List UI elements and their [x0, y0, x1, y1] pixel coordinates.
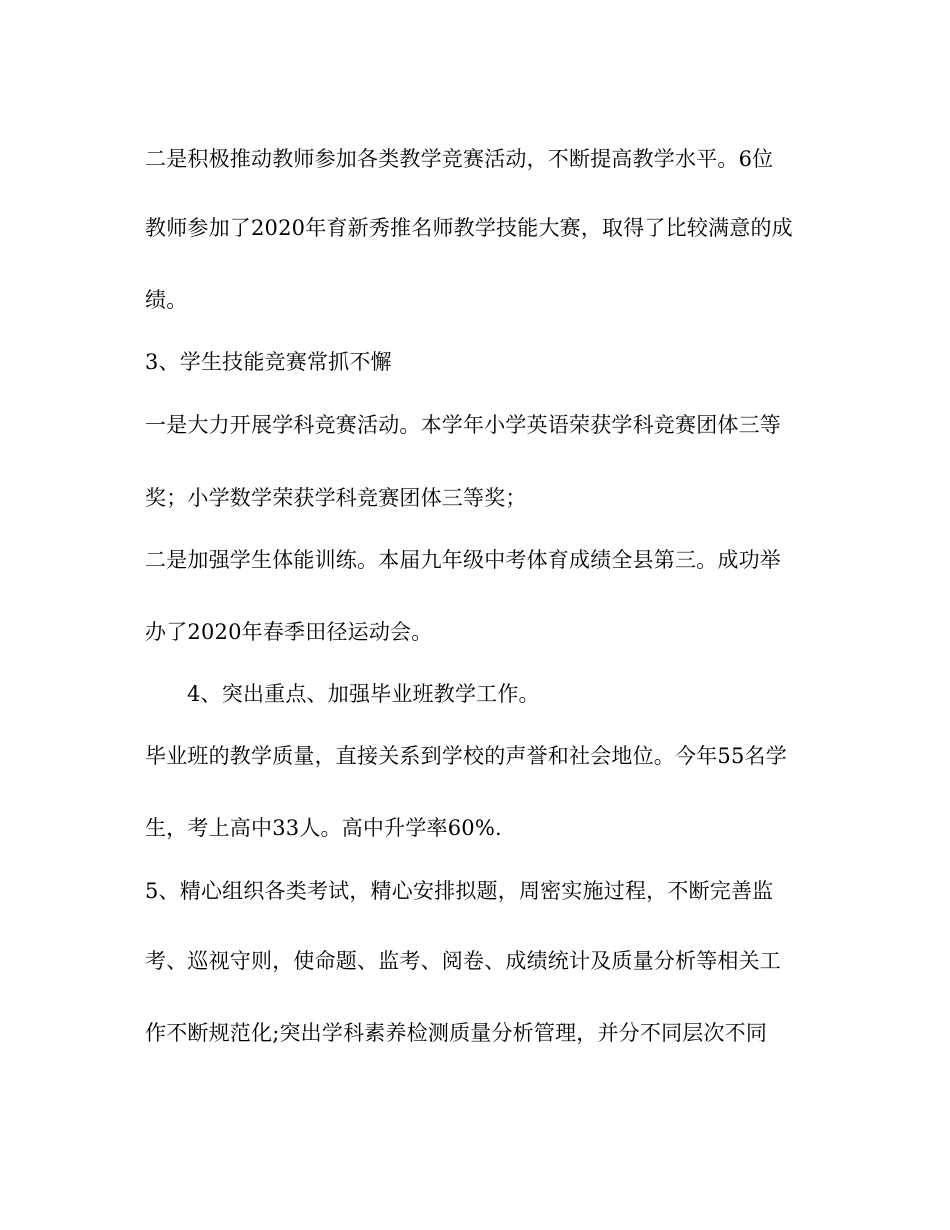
paragraph-line: 奖；小学数学荣获学科竞赛团体三等奖； — [145, 486, 527, 510]
paragraph-line: 二是积极推动教师参加各类教学竞赛活动，不断提高教学水平。6位 — [145, 147, 774, 171]
paragraph-line: 5、精心组织各类考试，精心安排拟题，周密实施过程，不断完善监 — [145, 879, 774, 903]
paragraph-line: 考、巡视守则，使命题、监考、阅卷、成绩统计及质量分析等相关工 — [145, 949, 781, 973]
section-heading: 4、突出重点、加强毕业班教学工作。 — [187, 682, 540, 706]
paragraph-line: 绩。 — [145, 288, 188, 312]
paragraph-line: 毕业班的教学质量，直接关系到学校的声誉和社会地位。今年55名学 — [145, 744, 787, 768]
paragraph-line: 教师参加了2020年育新秀推名师教学技能大赛，取得了比较满意的成 — [145, 216, 793, 240]
paragraph-line: 办了2020年春季田径运动会。 — [145, 620, 433, 644]
paragraph-line: 二是加强学生体能训练。本届九年级中考体育成绩全县第三。成功举 — [145, 548, 781, 572]
paragraph-line: 一是大力开展学科竞赛活动。本学年小学英语荣获学科竞赛团体三等 — [145, 413, 781, 437]
paragraph-line: 作不断规范化;突出学科素养检测质量分析管理，并分不同层次不同 — [145, 1021, 768, 1045]
paragraph-line: 生，考上高中33人。高中升学率60%. — [145, 816, 502, 840]
section-heading: 3、学生技能竞赛常抓不懈 — [145, 350, 392, 374]
